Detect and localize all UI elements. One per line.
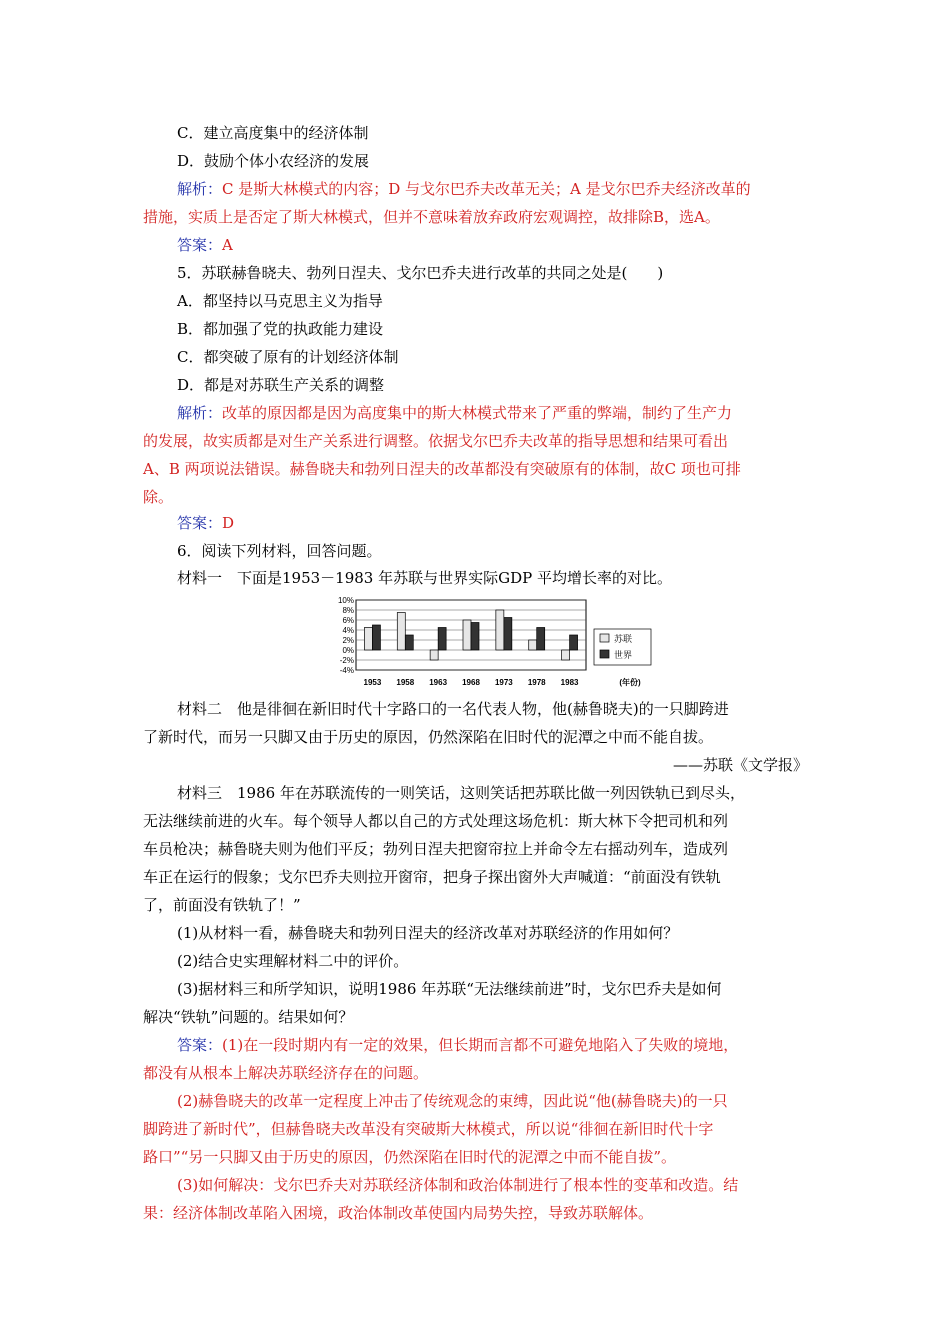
q5-stem: 5．苏联赫鲁晓夫、勃列日涅夫、戈尔巴乔夫进行改革的共同之处是( ) — [177, 264, 664, 282]
q6-subquestion-1: (1)从材料一看，赫鲁晓夫和勃列日涅夫的经济改革对苏联经济的作用如何？ — [177, 924, 679, 942]
x-tick-label: 1953 — [363, 678, 382, 687]
bar-世界-1968 — [471, 623, 479, 651]
q6-answer-2-line-1: (2)赫鲁晓夫的改革一定程度上冲击了传统观念的束缚，因此说“他(赫鲁晓夫)的一只 — [177, 1092, 728, 1110]
q6-stem: 6．阅读下列材料，回答问题。 — [177, 542, 382, 560]
bar-世界-1983 — [570, 635, 578, 650]
y-tick-label: 6% — [342, 616, 354, 625]
q6-answer-2-line-2: 脚跨进了新时代”，但赫鲁晓夫改革没有突破斯大林模式，所以说“徘徊在新旧时代十字 — [143, 1120, 714, 1138]
x-tick-label: 1978 — [527, 678, 546, 687]
x-tick-label: 1968 — [462, 678, 480, 687]
answer-value: A — [222, 236, 233, 254]
q5-analysis-line-3: A、B 两项说法错误。赫鲁晓夫和勃列日涅夫的改革都没有突破原有的体制，故C 项也可排 — [143, 460, 741, 478]
q6-subquestion-3-line-1: (3)据材料三和所学知识，说明1986 年苏联“无法继续前进”时，戈尔巴乔夫是如何 — [177, 980, 722, 998]
q6-material-2-line-2: 了新时代，而另一只脚又由于历史的原因，仍然深陷在旧时代的泥潭之中而不能自拔。 — [143, 728, 714, 746]
y-tick-label: 2% — [342, 636, 354, 645]
bar-世界-1978 — [537, 628, 545, 651]
q4-analysis-line-2: 措施，实质上是否定了斯大林模式，但并不意味着放弃政府宏观调控，故排除B，选A。 — [143, 208, 720, 226]
x-unit-label: (年份) — [619, 678, 641, 687]
legend-swatch-苏联 — [600, 634, 609, 642]
q6-subquestion-2: (2)结合史实理解材料二中的评价。 — [177, 952, 409, 970]
q5-analysis-line-1 — [177, 403, 808, 423]
x-tick-label: 1983 — [560, 678, 579, 687]
y-tick-label: 8% — [342, 606, 354, 615]
q6-material-3-line-5: 了，前面没有铁轨了！” — [143, 896, 301, 914]
q6-answer-1-line-2: 都没有从根本上解决苏联经济存在的问题。 — [143, 1064, 429, 1082]
y-tick-label: -4% — [339, 666, 354, 675]
answer-label: 答案： — [177, 514, 223, 532]
bar-苏联-1968 — [463, 620, 471, 650]
bar-世界-1953 — [372, 625, 380, 650]
bar-苏联-1973 — [496, 610, 504, 650]
q6-subquestion-3-line-2: 解决“铁轨”问题的。结果如何？ — [143, 1008, 354, 1026]
q4-option-d: D．鼓励个体小农经济的发展 — [177, 152, 370, 170]
y-tick-label: 4% — [342, 626, 354, 635]
legend-label-世界: 世界 — [614, 651, 633, 661]
analysis-text: 改革的原因都是因为高度集中的斯大林模式带来了严重的弊端，制约了生产力 — [222, 404, 733, 422]
q6-material-3-line-4: 车正在运行的假象；戈尔巴乔夫则拉开窗帘，把身子探出窗外大声喊道：“前面没有铁轨 — [143, 868, 721, 886]
legend-label-苏联: 苏联 — [614, 635, 633, 645]
bar-苏联-1978 — [529, 640, 537, 650]
q5-answer — [177, 513, 808, 533]
q6-answer-2-line-3: 路口”“另一只脚又由于历史的原因，仍然深陷在旧时代的泥潭之中而不能自拔”。 — [143, 1148, 677, 1166]
answer-label: 答案： — [177, 1036, 223, 1054]
q6-material-3-line-1: 材料三 1986 年在苏联流传的一则笑话，这则笑话把苏联比做一列因铁轨已到尽头， — [177, 784, 745, 802]
y-tick-label: 0% — [342, 646, 354, 655]
x-tick-label: 1973 — [494, 678, 513, 687]
q6-material-1: 材料一 下面是1953－1983 年苏联与世界实际GDP 平均增长率的对比。 — [177, 569, 672, 587]
y-tick-label: 10% — [337, 596, 354, 605]
q4-option-c: C．建立高度集中的经济体制 — [177, 124, 369, 142]
y-tick-label: -2% — [339, 656, 354, 665]
q5-option-d: D．都是对苏联生产关系的调整 — [177, 376, 385, 394]
q5-analysis-line-2: 的发展，故实质都是对生产关系进行调整。依据戈尔巴乔夫改革的指导思想和结果可看出 — [143, 432, 729, 450]
q4-analysis-line-1 — [177, 179, 808, 199]
legend-swatch-世界 — [600, 650, 609, 658]
q6-material-2-line-1: 材料二 他是徘徊在新旧时代十字路口的一名代表人物，他(赫鲁晓夫)的一只脚跨进 — [177, 700, 729, 718]
answer-label: 答案： — [177, 236, 223, 254]
bar-苏联-1953 — [364, 628, 372, 651]
q5-option-c: C．都突破了原有的计划经济体制 — [177, 348, 399, 366]
bar-苏联-1963 — [430, 650, 438, 660]
q6-answer-3-line-2: 果：经济体制改革陷入困境，政治体制改革使国内局势失控，导致苏联解体。 — [143, 1204, 654, 1222]
x-tick-label: 1958 — [396, 678, 415, 687]
q6-material-2-source: ——苏联《文学报》 — [672, 756, 808, 774]
y-axis — [338, 596, 354, 675]
q6-material-3-line-3: 车员枪决；赫鲁晓夫则为他们平反；勃列日涅夫把窗帘拉上并命令左右摇动列车，造成列 — [143, 840, 729, 858]
q5-option-b: B．都加强了党的执政能力建设 — [177, 320, 384, 338]
q4-answer — [177, 235, 808, 255]
analysis-label: 解析： — [177, 180, 223, 198]
analysis-text: C 是斯大林模式的内容；D 与戈尔巴乔夫改革无关；A 是戈尔巴乔夫经济改革的 — [222, 180, 751, 198]
q6-answer-1-line-1 — [177, 1035, 808, 1055]
answer-value: D — [222, 514, 235, 532]
x-tick-label: 1963 — [429, 678, 448, 687]
q6-material-3-line-2: 无法继续前进的火车。每个领导人都以自己的方式处理这场危机：斯大林下令把司机和列 — [143, 812, 729, 830]
bar-世界-1973 — [504, 618, 512, 651]
answer-text: (1)在一段时期内有一定的效果，但长期而言都不可避免地陷入了失败的境地， — [222, 1036, 739, 1054]
analysis-label: 解析： — [177, 404, 223, 422]
bar-世界-1963 — [438, 628, 446, 651]
q6-answer-3-line-1: (3)如何解决：戈尔巴乔夫对苏联经济体制和政治体制进行了根本性的变革和改造。结 — [177, 1176, 739, 1194]
bar-世界-1958 — [405, 635, 413, 650]
x-axis — [364, 677, 641, 687]
q5-option-a: A．都坚持以马克思主义为指导 — [177, 292, 383, 310]
bar-苏联-1983 — [562, 650, 570, 660]
q5-analysis-line-4: 除。 — [143, 488, 174, 506]
chart-legend — [594, 629, 651, 665]
gdp-growth-chart — [330, 596, 660, 691]
bar-苏联-1958 — [397, 613, 405, 651]
